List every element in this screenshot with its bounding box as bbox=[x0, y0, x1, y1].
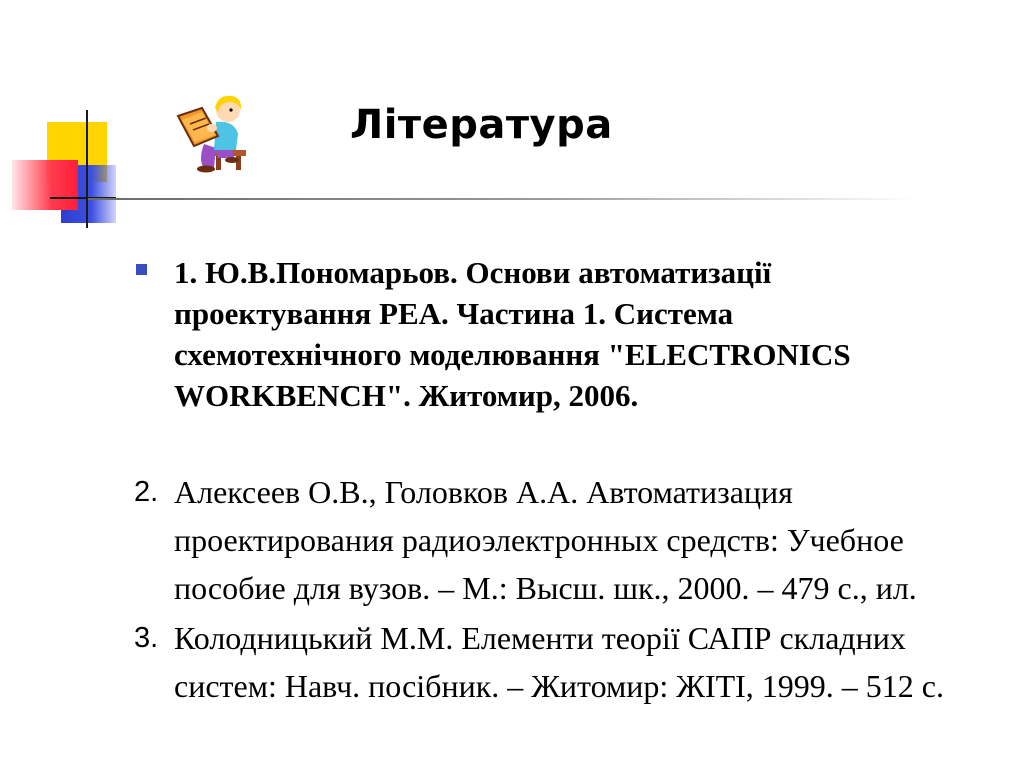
reference-item bbox=[134, 614, 974, 710]
child-reading-book-icon bbox=[168, 88, 268, 174]
reference-1-text: 1. Ю.В.Пономарьов. Основи автоматизації проектування РЕА. Частина 1. Система схемотехнічного моделювання "ELECTRONICS WORKBENCH". Житомир, 2006. bbox=[174, 255, 851, 413]
reference-text: Алексеев О.В., Головков А.А. Автоматизация проектирования радиоэлектронных средств: Учебное пособие для вузов. – М.: Высш. шк., 2000. – 479 с., ил. bbox=[174, 474, 917, 606]
reference-list bbox=[134, 468, 974, 712]
slide-title: Література bbox=[350, 102, 613, 148]
decor-vertical-line bbox=[86, 110, 88, 228]
reference-item bbox=[134, 468, 974, 612]
reference-number: 2. bbox=[134, 476, 159, 508]
bullet-square-icon bbox=[136, 264, 147, 275]
decor-red-square bbox=[12, 160, 78, 210]
reference-number: 3. bbox=[134, 622, 159, 654]
reference-text: Колодницький М.М. Елементи теорії САПР складних систем: Навч. посібник. – Житомир: ЖІТІ, 1999. – 512 с. bbox=[174, 620, 944, 704]
bullet-list-item bbox=[136, 252, 966, 416]
title-divider bbox=[88, 198, 918, 200]
